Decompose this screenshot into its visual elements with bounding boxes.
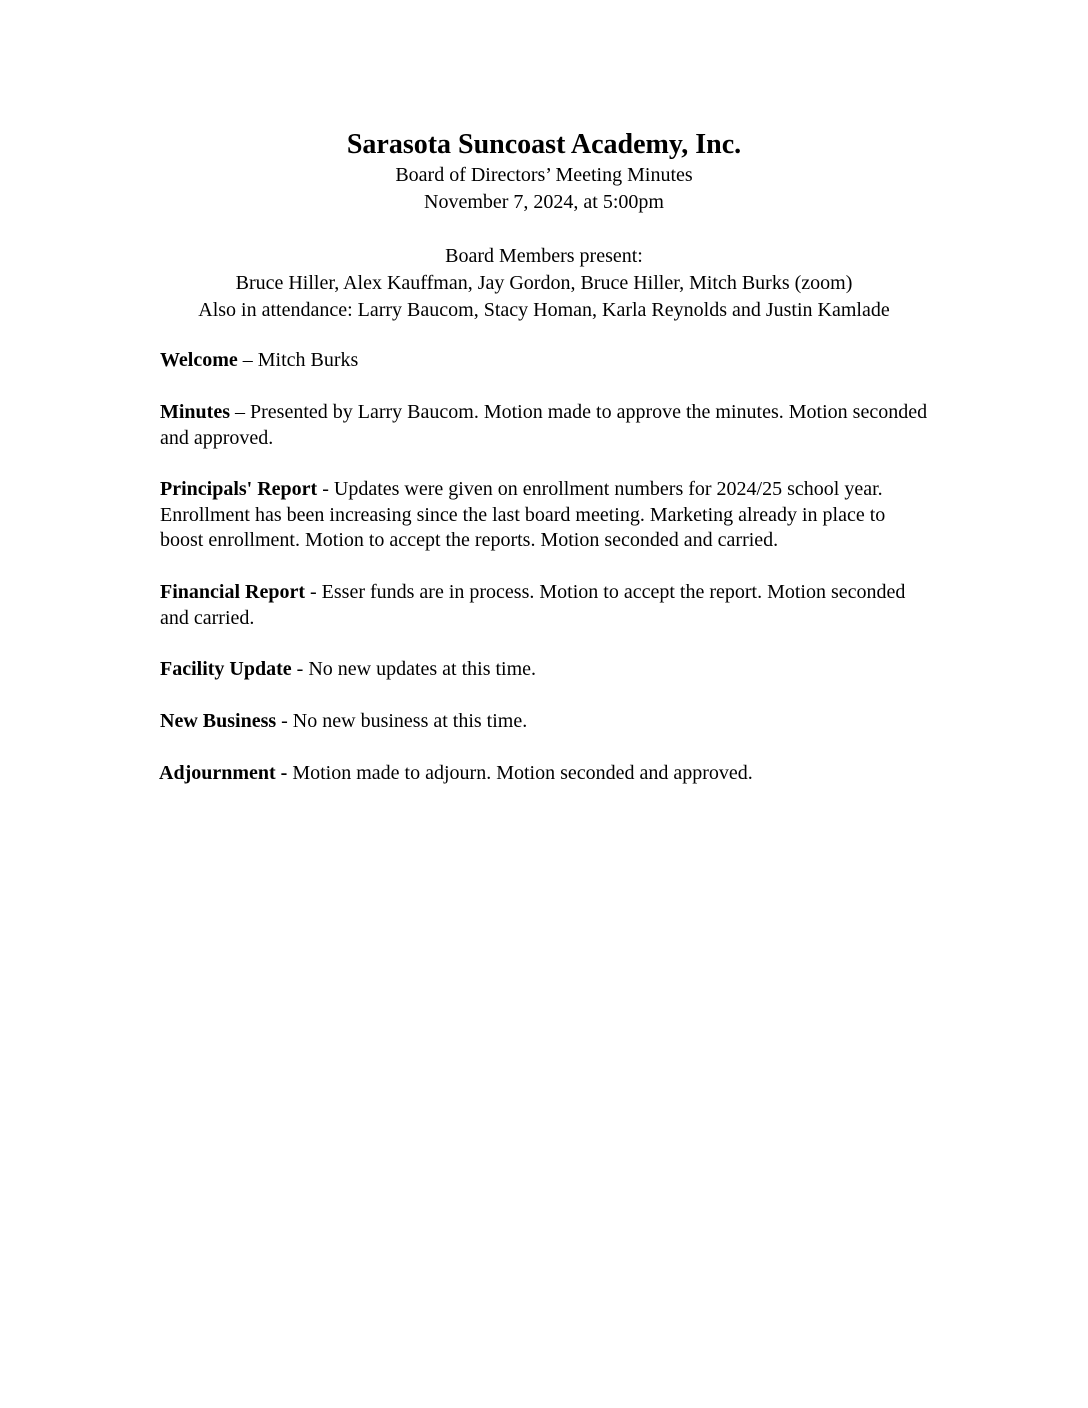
section-text: - Updates were given on enrollment numbers for 2024/25 school year. Enrollment has been increasing since the last board meeting. Marketing already in place to boost enrollment. Motion to accept the reports. Motion seconded and carried.	[160, 478, 886, 551]
attendance-block	[0, 243, 1088, 324]
section-label: Financial Report	[160, 581, 305, 603]
section-text: – Mitch Burks	[237, 349, 359, 371]
section-principals-report	[160, 477, 930, 554]
document-header	[0, 128, 1088, 216]
section-text: Motion made to adjourn. Motion seconded and approved.	[287, 762, 753, 784]
organization-title: Sarasota Suncoast Academy, Inc.	[346, 129, 742, 160]
section-label: Minutes	[160, 401, 230, 423]
section-text: - No new updates at this time.	[291, 658, 537, 680]
section-label: New Business	[160, 710, 277, 732]
document-subtitle: Board of Directors’ Meeting Minutes	[395, 164, 693, 186]
section-text: – Presented by Larry Baucom. Motion made to approve the minutes. Motion seconded and approved.	[160, 401, 928, 449]
section-text: - Esser funds are in process. Motion to accept the report. Motion seconded and carried.	[160, 581, 906, 629]
section-label: Adjournment -	[159, 762, 288, 784]
section-adjournment	[159, 761, 929, 787]
section-financial-report	[160, 580, 930, 631]
section-minutes	[160, 400, 930, 451]
section-welcome	[160, 348, 930, 374]
section-label: Welcome	[160, 349, 238, 371]
section-label: Facility Update	[160, 658, 292, 680]
section-facility-update	[160, 657, 930, 683]
section-text: - No new business at this time.	[276, 710, 528, 732]
meeting-date: November 7, 2024, at 5:00pm	[424, 191, 664, 213]
also-in-attendance: Also in attendance: Larry Baucom, Stacy Homan, Karla Reynolds and Justin Kamlade	[198, 299, 890, 321]
board-members-label: Board Members present:	[445, 245, 643, 267]
board-members-list: Bruce Hiller, Alex Kauffman, Jay Gordon, Bruce Hiller, Mitch Burks (zoom)	[235, 272, 853, 294]
section-label: Principals' Report	[160, 478, 318, 500]
section-new-business	[160, 709, 930, 735]
